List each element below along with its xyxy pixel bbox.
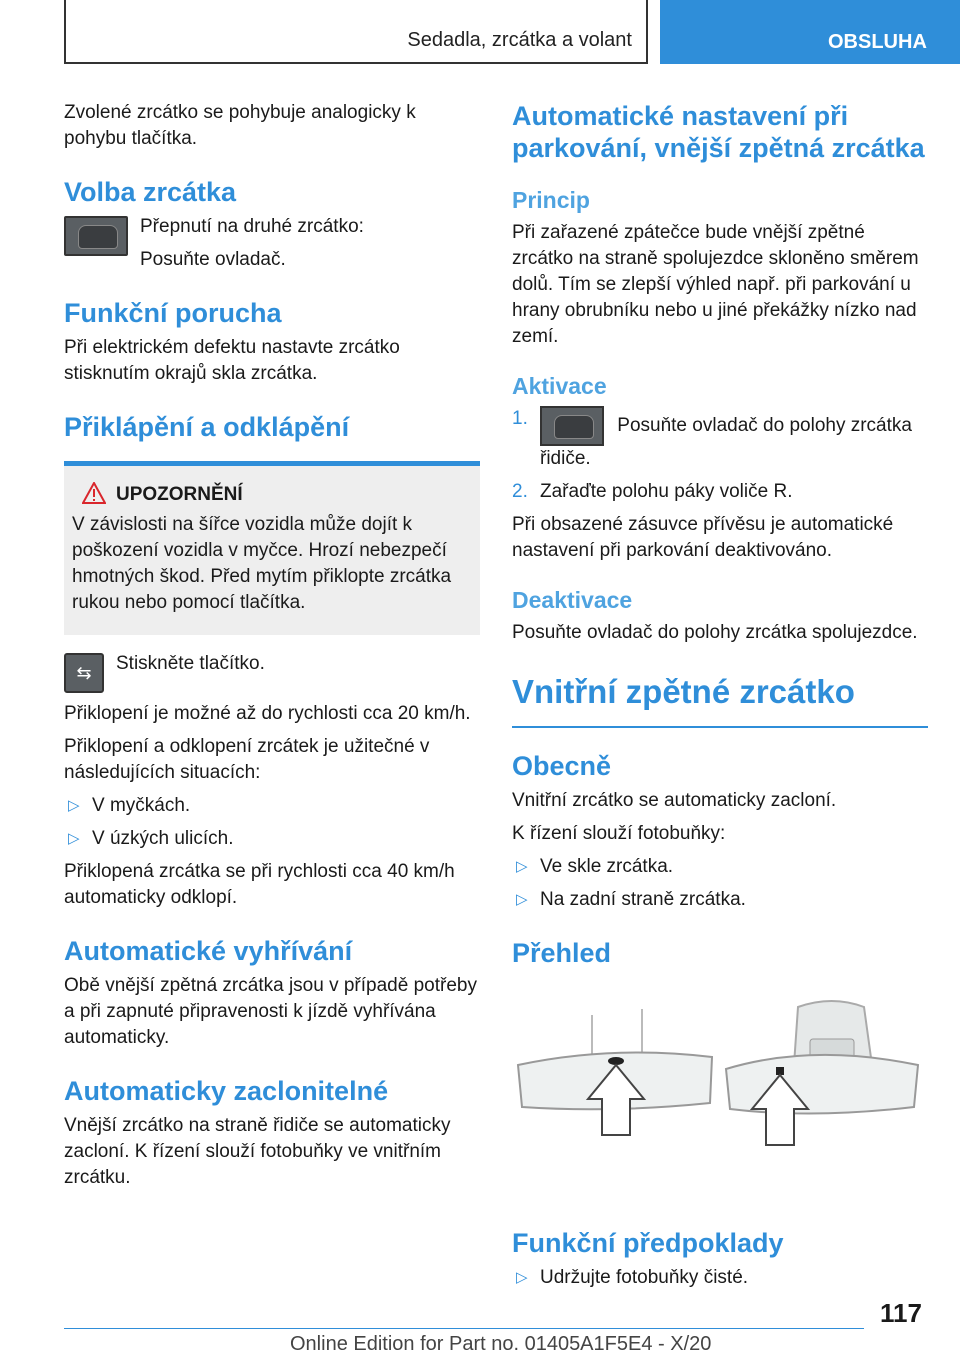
heading-deaktivace: Deaktivace	[512, 587, 633, 613]
warning-box	[64, 461, 480, 635]
porucha-text: Při elektrickém defektu nastavte zrcátko stisknutím okrajů skla zrcátka.	[64, 337, 400, 384]
step-item: 2. Zařaďte polohu páky voliče R.	[512, 481, 793, 502]
press-text: Stiskněte tlačítko.	[116, 653, 265, 674]
header-box	[64, 0, 648, 64]
right-column	[512, 100, 928, 1298]
warning-title: UPOZORNĚNÍ	[116, 484, 243, 505]
obecne-text1: Vnitřní zrcátko se automaticky zacloní.	[512, 790, 837, 811]
warning-heading	[72, 482, 472, 508]
mirror-switch-icon	[64, 216, 128, 256]
heading-inner-mirror: Vnitřní zpětné zrcátko	[512, 672, 928, 728]
section-title: Sedadla, zrcátka a volant	[407, 29, 632, 51]
volba-row	[64, 214, 480, 273]
useful-text: Přiklopení a odklopení zrcátek je užitečné v následujících situacích:	[64, 736, 430, 783]
triangle-bullet-icon: ▷	[516, 858, 528, 875]
heading-porucha: Funkční porucha	[64, 298, 282, 328]
princip-text: Při zařazené zpátečce bude vnější zpětné zrcátko na straně spolujezdce skloněno směrem dolů. Tím se zlepší výhled např. při parkování u hrany obrubníku nebo u jiné překážky nízko nad zemí.	[512, 222, 919, 347]
edition-text: Online Edition for Part no. 01405A1F5E4 - X/20	[290, 1333, 712, 1355]
chapter-tab: OBSLUHA	[660, 0, 960, 64]
fold-mirror-icon: ⇆	[64, 653, 104, 693]
heading-priklapeni: Přiklápění a odklápění	[64, 412, 350, 442]
rearview-mirror-illustration	[512, 995, 928, 1185]
triangle-bullet-icon: ▷	[516, 891, 528, 908]
triangle-bullet-icon: ▷	[516, 1269, 528, 1286]
list-item: ▷ Na zadní straně zrcátka.	[512, 887, 928, 913]
fold-button-row	[64, 651, 480, 695]
heading-aktivace: Aktivace	[512, 373, 607, 399]
list-item: ▷ Udržujte fotobuňky čisté.	[512, 1265, 928, 1291]
heading-heating: Automatické vyhřívání	[64, 936, 353, 966]
warning-text: V závislosti na šířce vozidla může dojít k poškození vozidla v myčce. Hrozí nebezpečí hmotných škod. Před mytím přiklopte zrcátka rukou nebo pomocí tlačítka.	[72, 514, 452, 613]
step-item: 1. Posuňte ovladač do polohy zrcátka řidiče.	[512, 408, 912, 469]
list-item: ▷ V úzkých ulicích.	[64, 826, 480, 852]
speed-text: Přiklopení je možné až do rychlosti cca 20 km/h.	[64, 703, 471, 724]
heading-obecne: Obecně	[512, 751, 612, 781]
list-item: ▷ V myčkách.	[64, 793, 480, 819]
intro-text: Zvolené zrcátko se pohybuje analogicky k pohybu tlačítka.	[64, 102, 416, 149]
page-number: 117	[880, 1298, 922, 1328]
warning-triangle-icon	[82, 482, 106, 504]
triangle-bullet-icon: ▷	[68, 830, 80, 847]
volba-line1: Přepnutí na druhé zrcátko:	[140, 216, 364, 237]
deaktivace-text: Posuňte ovladač do polohy zrcátka spolujezdce.	[512, 622, 918, 643]
heading-predpoklady: Funkční předpoklady	[512, 1228, 784, 1258]
heading-dimming: Automaticky zaclonitelné	[64, 1076, 389, 1106]
auto-unfold-text: Přiklopená zrcátka se při rychlosti cca 40 km/h automaticky odklopí.	[64, 861, 455, 908]
situation-list	[64, 793, 480, 852]
footer-divider	[64, 1328, 864, 1329]
heading-parking: Automatické nastavení při parkování, vnější zpětná zrcátka	[512, 101, 925, 163]
aktivace-steps	[512, 406, 928, 505]
heading-volba: Volba zrcátka	[64, 177, 237, 207]
heating-text: Obě vnější zpětná zrcátka jsou v případě potřeby a při zapnuté připravenosti k jízdě vyhřívána automaticky.	[64, 975, 477, 1048]
mirror-switch-icon	[540, 406, 604, 446]
heading-princip: Princip	[512, 187, 590, 213]
dimming-text: Vnější zrcátko na straně řidiče se automaticky zacloní. K řízení slouží fotobuňky ve vnitřním zrcátku.	[64, 1115, 451, 1188]
heading-prehled: Přehled	[512, 938, 612, 968]
obecne-text2: K řízení slouží fotobuňky:	[512, 823, 726, 844]
volba-line2: Posuňte ovladač.	[140, 249, 286, 270]
left-column	[64, 100, 480, 1198]
list-item: ▷ Ve skle zrcátka.	[512, 854, 928, 880]
predpoklady-list	[512, 1265, 928, 1291]
triangle-bullet-icon: ▷	[68, 797, 80, 814]
photocell-list	[512, 854, 928, 913]
aktivace-note: Při obsazené zásuvce přívěsu je automatické nastavení při parkování deaktivováno.	[512, 514, 894, 561]
